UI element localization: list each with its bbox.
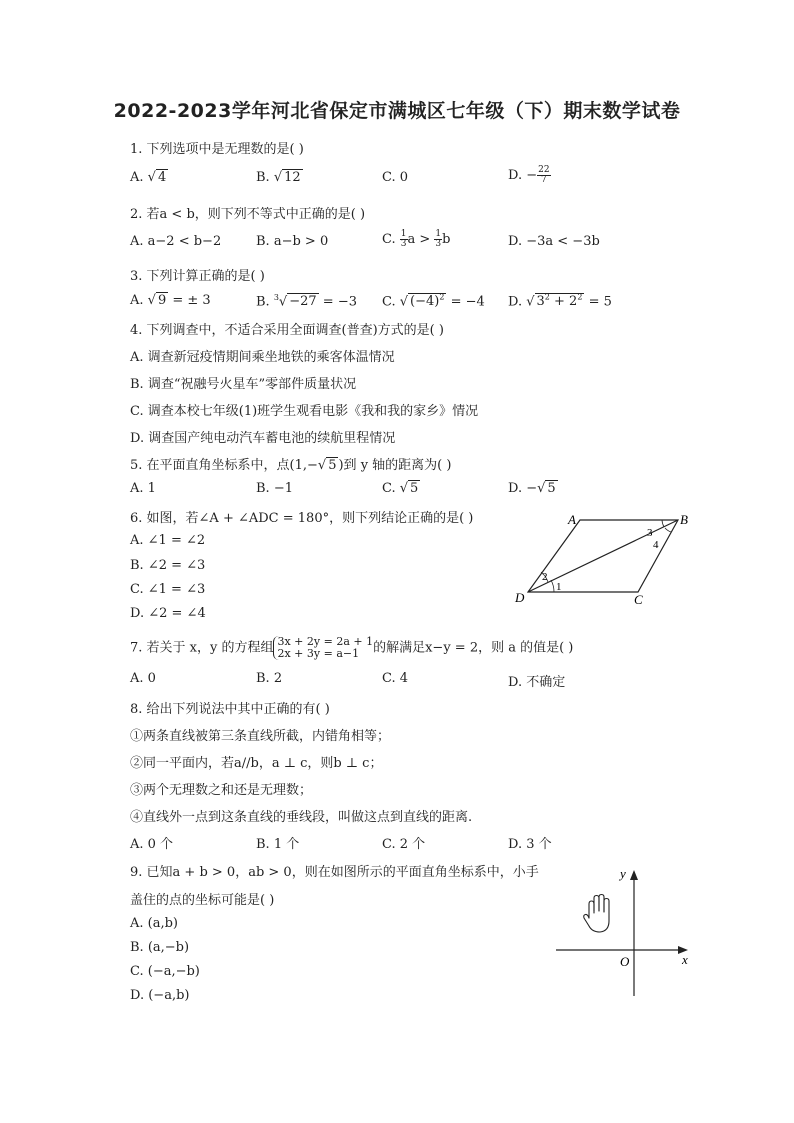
question-9-stem-cont: 盖住的点的坐标可能是( ) [130, 893, 275, 908]
q7-option-d: D. 不确定 [508, 675, 566, 690]
q8-option-a: A. 0 个 [130, 837, 174, 852]
coordinate-figure [550, 860, 700, 1000]
q4-option-c: C. 调查本校七年级(1)班学生观看电影《我和我的家乡》情况 [130, 404, 479, 419]
question-6-stem: 6. 如图，若∠A + ∠ADC = 180°，则下列结论正确的是( ) [130, 511, 474, 526]
question-8-stem: 8. 给出下列说法中其中正确的有( ) [130, 702, 330, 717]
question-3-stem: 3. 下列计算正确的是( ) [130, 269, 265, 284]
q8-statement-4: ④直线外一点到这条直线的垂线段，叫做这点到直线的距离. [130, 810, 473, 825]
question-2-stem: 2. 若a < b，则下列不等式中正确的是( ) [130, 207, 366, 222]
hand-icon [584, 895, 609, 933]
angle-label-4: 4 [653, 539, 659, 551]
q7-option-b: B. 2 [256, 671, 283, 686]
q2-option-c: C. $\frac{1}{3}$ a > $\frac{1}{3}$ b [382, 229, 451, 249]
q5-option-a: A. 1 [130, 481, 156, 496]
q2-option-a: A. a−2 < b−2 [130, 234, 222, 249]
q9-option-c: C. (−a,−b) [130, 964, 200, 979]
q4-option-b: B. 调查“祝融号火星车”零部件质量状况 [130, 377, 357, 392]
q5-option-b: B. −1 [256, 481, 293, 496]
label-a: A [568, 512, 576, 527]
diagonal-db [528, 520, 678, 592]
label-d: D [515, 590, 525, 605]
angle-arc-b [662, 520, 664, 527]
angle-arc-b2 [665, 528, 671, 532]
question-1-stem: 1. 下列选项中是无理数的是( ) [130, 142, 304, 157]
angle-label-3: 3 [647, 527, 653, 539]
q2-option-b: B. a−b > 0 [256, 234, 329, 249]
q5-option-d: D. −√ 5 [508, 481, 556, 496]
q7-option-c: C. 4 [382, 671, 409, 686]
q1-option-c: C. 0 [382, 170, 409, 185]
origin-label: O [620, 954, 630, 969]
q3-option-d: D. √ $3^2 + 2^2 = 5$ [508, 293, 612, 310]
q3-option-c: C. √ $(-4)^2 = -4$ [382, 293, 485, 310]
q1-option-d: D. − $\frac{22}{7}$ [508, 165, 550, 185]
q7-option-a: A. 0 [130, 671, 156, 686]
q8-statement-3: ③两个无理数之和还是无理数； [130, 783, 313, 798]
q8-option-d: D. 3 个 [508, 837, 552, 852]
page-title: 2022-2023学年河北省保定市满城区七年级（下）期末数学试卷 [113, 100, 681, 122]
label-b: B [680, 512, 688, 527]
y-axis-label: y [620, 866, 626, 881]
q8-statement-1: ①两条直线被第三条直线所截，内错角相等； [130, 729, 391, 744]
label-c: C [634, 592, 643, 607]
q3-option-a: A. √ 9 = ± 3 [130, 293, 211, 308]
parallelogram-figure [510, 508, 700, 608]
angle-arc-d [551, 580, 554, 592]
question-9-stem: 9. 已知a + b > 0，ab > 0，则在如图所示的平面直角坐标系中，小手 [130, 865, 539, 880]
q8-option-c: C. 2 个 [382, 837, 426, 852]
q6-option-d: D. ∠2 = ∠4 [130, 606, 206, 621]
q2-option-d: D. −3a < −3b [508, 234, 600, 249]
q4-option-d: D. 调查国产纯电动汽车蓄电池的续航里程情况 [130, 431, 396, 446]
q6-option-c: C. ∠1 = ∠3 [130, 582, 206, 597]
question-5-stem: 5. 在平面直角坐标系中，点(1,−√ 5 )到 y 轴的距离为( ) [130, 458, 452, 473]
angle-label-1: 1 [556, 581, 562, 593]
question-4-stem: 4. 下列调查中，不适合采用全面调查(普查)方式的是( ) [130, 323, 444, 338]
q6-option-b: B. ∠2 = ∠3 [130, 558, 206, 573]
q9-option-b: B. (a,−b) [130, 940, 190, 955]
angle-label-2: 2 [542, 571, 548, 583]
q8-option-b: B. 1 个 [256, 837, 300, 852]
q1-option-b: B. √ 12 [256, 170, 301, 185]
q5-option-c: C. √ 5 [382, 481, 419, 496]
q1-option-a: A. √ 4 [130, 170, 167, 185]
q4-option-a: A. 调查新冠疫情期间乘坐地铁的乘客体温情况 [130, 350, 395, 365]
y-axis-arrow [630, 870, 638, 880]
x-axis-label: x [682, 952, 688, 967]
q9-option-d: D. (−a,b) [130, 988, 190, 1003]
q3-option-b: B. $^3$√ −27 = −3 [256, 293, 357, 310]
q6-option-a: A. ∠1 = ∠2 [130, 533, 206, 548]
equation-system: 3x + 2y = 2a + 1 2x + 3y = a−1 [273, 636, 373, 660]
q9-option-a: A. (a,b) [130, 916, 179, 931]
q8-statement-2: ②同一平面内，若a//b，a ⊥ c，则b ⊥ c； [130, 756, 383, 771]
question-7-stem: 7. 若关于 x，y 的方程组 3x + 2y = 2a + 1 2x + 3y = a−1 的解满足x−y = 2，则 a 的值是( ) [130, 635, 574, 660]
